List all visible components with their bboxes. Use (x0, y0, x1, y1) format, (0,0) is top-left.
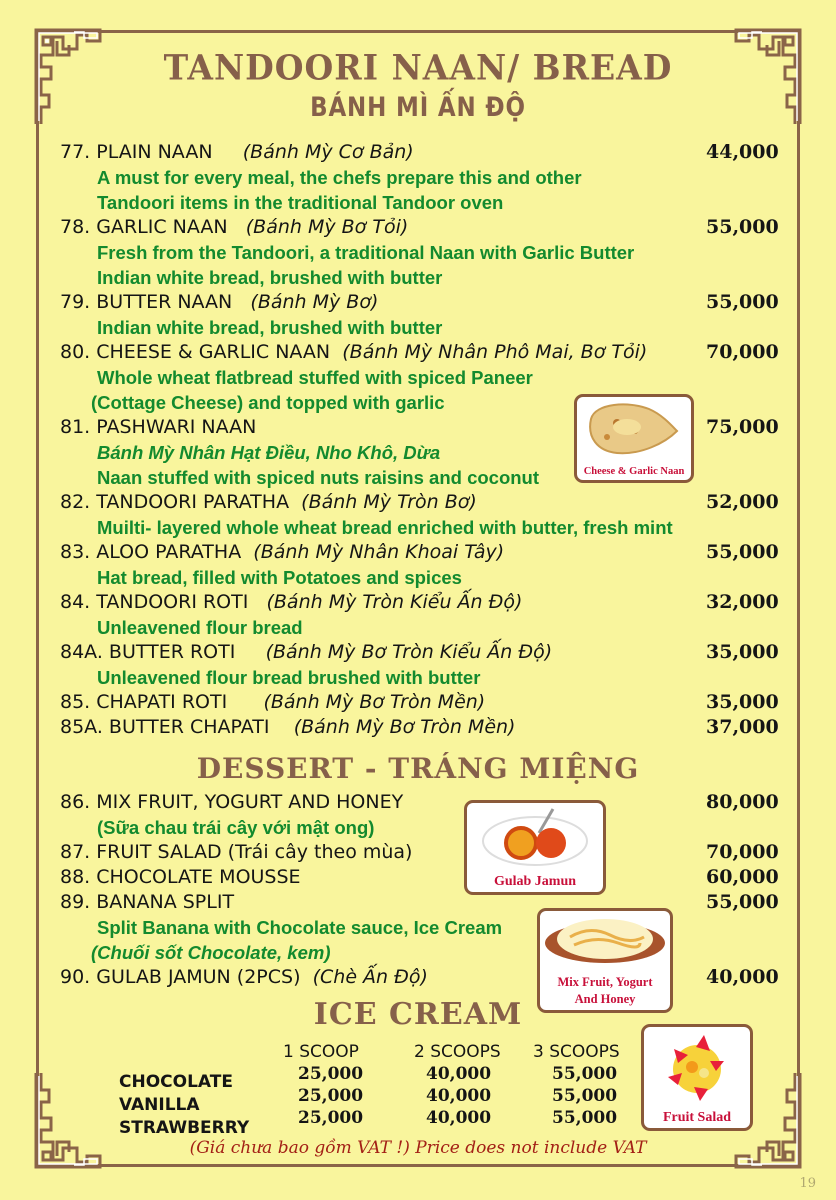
menu-item: 88. CHOCOLATE MOUSSE (60, 866, 301, 888)
ice-cream-column-header: 3 SCOOPS (533, 1042, 620, 1062)
menu-item: 83. ALOO PARATHA (Bánh Mỳ Nhân Khoai Tây) (60, 541, 505, 563)
menu-item: 85. CHAPATI ROTI (Bánh Mỳ Bơ Tròn Mền) (60, 691, 486, 713)
item-price: 55,000 (706, 216, 779, 238)
item-price: 80,000 (706, 791, 779, 813)
item-description: Fresh from the Tandoori, a traditional Naan with Garlic Butter (97, 242, 635, 263)
photo-gulab-jamun (464, 800, 606, 895)
mix-fruit-image-icon (540, 911, 670, 971)
item-description: Muilti- layered whole wheat bread enriched with butter, fresh mint (97, 517, 673, 538)
item-price: 32,000 (706, 591, 779, 613)
menu-item: 79. BUTTER NAAN (Bánh Mỳ Bơ) (60, 291, 379, 313)
item-description: Unleavened flour bread (97, 617, 303, 638)
photo-caption: Cheese & Garlic Naan (583, 466, 685, 477)
section-subtitle-bread: BÁNH MÌ ẤN ĐỘ (310, 92, 526, 123)
menu-item: 84A. BUTTER ROTI (Bánh Mỳ Bơ Tròn Kiểu Ấn Độ) (60, 641, 553, 663)
ice-cream-price: 55,000 (552, 1086, 618, 1106)
item-price: 40,000 (706, 966, 779, 988)
item-description: (Cottage Cheese) and topped with garlic (91, 392, 445, 413)
photo-caption: Mix Fruit, Yogurt And Honey (557, 975, 653, 1006)
item-price: 35,000 (706, 641, 779, 663)
item-price: 44,000 (706, 141, 779, 163)
item-price: 35,000 (706, 691, 779, 713)
ice-cream-price: 25,000 (298, 1064, 364, 1084)
item-description: Split Banana with Chocolate sauce, Ice Cream (97, 917, 503, 938)
item-description: A must for every meal, the chefs prepare this and other (97, 167, 582, 188)
ice-cream-price: 25,000 (298, 1108, 364, 1128)
ice-cream-column-header: 2 SCOOPS (414, 1042, 501, 1062)
menu-item: 84. TANDOORI ROTI (Bánh Mỳ Tròn Kiểu Ấn Độ) (60, 591, 523, 613)
section-title-dessert: DESSERT - TRÁNG MIỆNG (196, 752, 640, 785)
fruit-salad-image-icon (644, 1027, 750, 1107)
item-description: Whole wheat flatbread stuffed with spiced Paneer (97, 367, 533, 388)
item-price: 70,000 (706, 841, 779, 863)
section-title-ice-cream: ICE CREAM (313, 997, 523, 1032)
item-price: 55,000 (706, 291, 779, 313)
ice-cream-price: 25,000 (298, 1086, 364, 1106)
menu-item: 80. CHEESE & GARLIC NAAN (Bánh Mỳ Nhân Phô Mai, Bơ Tỏi) (60, 341, 648, 363)
ice-cream-flavor: VANILLA (119, 1095, 200, 1115)
item-description: (Chuối sốt Chocolate, kem) (91, 942, 331, 963)
item-price: 55,000 (706, 541, 779, 563)
ice-cream-flavor: CHOCOLATE (119, 1072, 233, 1092)
menu-item: 86. MIX FRUIT, YOGURT AND HONEY (60, 791, 404, 813)
item-price: 70,000 (706, 341, 779, 363)
vat-note: (Giá chưa bao gồm VAT !) Price does not include VAT (189, 1138, 647, 1158)
photo-cheese-garlic-naan (574, 394, 694, 483)
gulab-jamun-image-icon (467, 803, 603, 873)
item-price: 37,000 (706, 716, 779, 738)
item-price: 55,000 (706, 891, 779, 913)
naan-image-icon (577, 397, 691, 467)
menu-item: 77. PLAIN NAAN (Bánh Mỳ Cơ Bản) (60, 141, 414, 163)
item-price: 60,000 (706, 866, 779, 888)
item-description: Unleavened flour bread brushed with butter (97, 667, 481, 688)
photo-fruit-salad (641, 1024, 753, 1131)
item-price: 52,000 (706, 491, 779, 513)
item-description: Indian white bread, brushed with butter (97, 267, 443, 288)
menu-item: 82. TANDOORI PARATHA (Bánh Mỳ Tròn Bơ) (60, 491, 477, 513)
ice-cream-flavor: STRAWBERRY (119, 1118, 250, 1138)
page-number: 19 (799, 1176, 816, 1191)
menu-item: 90. GULAB JAMUN (2PCS) (Chè Ấn Độ) (60, 966, 428, 988)
item-description: (Sữa chau trái cây với mật ong) (97, 817, 375, 838)
menu-item: 78. GARLIC NAAN (Bánh Mỳ Bơ Tỏi) (60, 216, 409, 238)
menu-item: 85A. BUTTER CHAPATI (Bánh Mỳ Bơ Tròn Mền) (60, 716, 516, 738)
ice-cream-price: 40,000 (426, 1108, 492, 1128)
item-description: Indian white bread, brushed with butter (97, 317, 443, 338)
photo-caption: Gulab Jamun (493, 874, 577, 889)
item-viet-name: Bánh Mỳ Nhân Hạt Điều, Nho Khô, Dừa (97, 442, 441, 463)
ice-cream-price: 40,000 (426, 1086, 492, 1106)
item-description: Hat bread, filled with Potatoes and spices (97, 567, 462, 588)
ice-cream-column-header: 1 SCOOP (283, 1042, 359, 1062)
menu-item: 87. FRUIT SALAD (Trái cây theo mùa) (60, 841, 413, 863)
photo-caption: Fruit Salad (662, 1110, 732, 1125)
menu-item: 81. PASHWARI NAAN (60, 416, 257, 438)
item-price: 75,000 (706, 416, 779, 438)
item-description: Tandoori items in the traditional Tandoor oven (97, 192, 504, 213)
ice-cream-price: 55,000 (552, 1108, 618, 1128)
item-description: Naan stuffed with spiced nuts raisins and coconut (97, 467, 540, 488)
menu-item: 89. BANANA SPLIT (60, 891, 235, 913)
ice-cream-price: 40,000 (426, 1064, 492, 1084)
ice-cream-price: 55,000 (552, 1064, 618, 1084)
section-title-bread: TANDOORI NAAN/ BREAD (163, 47, 673, 88)
